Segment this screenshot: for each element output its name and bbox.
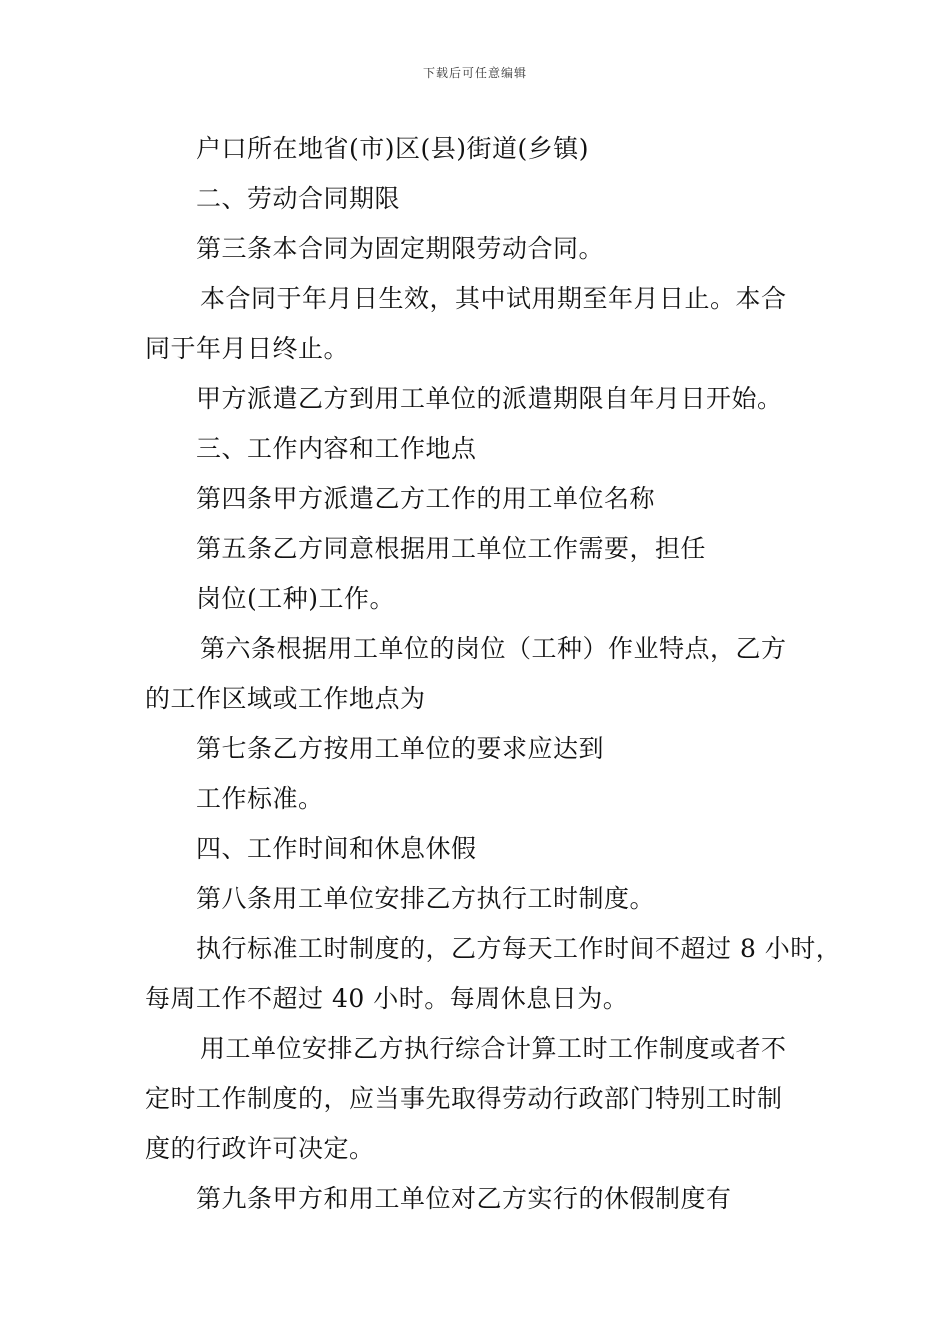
text-line-article-8: 第八条用工单位安排乙方执行工时制度。 [196, 884, 656, 913]
text-line-work-standard: 工作标准。 [196, 784, 324, 813]
section-heading-work-content: 三、工作内容和工作地点 [196, 434, 477, 463]
text-line-standard-hours: 执行标准工时制度的，乙方每天工作时间不超过 8 小时， [196, 934, 842, 963]
text-line-article-7: 第七条乙方按用工单位的要求应达到 [196, 734, 605, 763]
text-line-admin-permit: 度的行政许可决定。 [145, 1134, 375, 1163]
text-line-article-3: 第三条本合同为固定期限劳动合同。 [196, 234, 605, 263]
section-heading-work-hours: 四、工作时间和休息休假 [196, 834, 477, 863]
section-heading-contract-term: 二、劳动合同期限 [196, 184, 401, 213]
text-line-termination-date: 同于年月日终止。 [145, 334, 350, 363]
text-line-position: 岗位(工种)工作。 [196, 584, 396, 613]
text-line-article-9: 第九条甲方和用工单位对乙方实行的休假制度有 [196, 1184, 732, 1213]
text-line-household-location: 户口所在地省(市)区(县)街道(乡镇) [196, 134, 590, 163]
text-line-effective-date: 本合同于年月日生效，其中试用期至年月日止。本合 [200, 284, 787, 313]
text-line-flexible-hours: 用工单位安排乙方执行综合计算工时工作制度或者不 [200, 1034, 787, 1063]
text-line-article-6: 第六条根据用工单位的岗位（工种）作业特点，乙方 [200, 634, 787, 663]
text-line-article-5: 第五条乙方同意根据用工单位工作需要，担任 [196, 534, 707, 563]
text-line-work-area: 的工作区域或工作地点为 [145, 684, 426, 713]
text-line-weekly-hours: 每周工作不超过 40 小时。每周休息日为。 [145, 984, 629, 1013]
text-line-flexible-hours-cont: 定时工作制度的，应当事先取得劳动行政部门特别工时制 [145, 1084, 783, 1113]
text-line-dispatch-period: 甲方派遣乙方到用工单位的派遣期限自年月日开始。 [196, 384, 783, 413]
page-header-note: 下载后可任意编辑 [422, 66, 527, 80]
text-line-article-4: 第四条甲方派遣乙方工作的用工单位名称 [196, 484, 656, 513]
